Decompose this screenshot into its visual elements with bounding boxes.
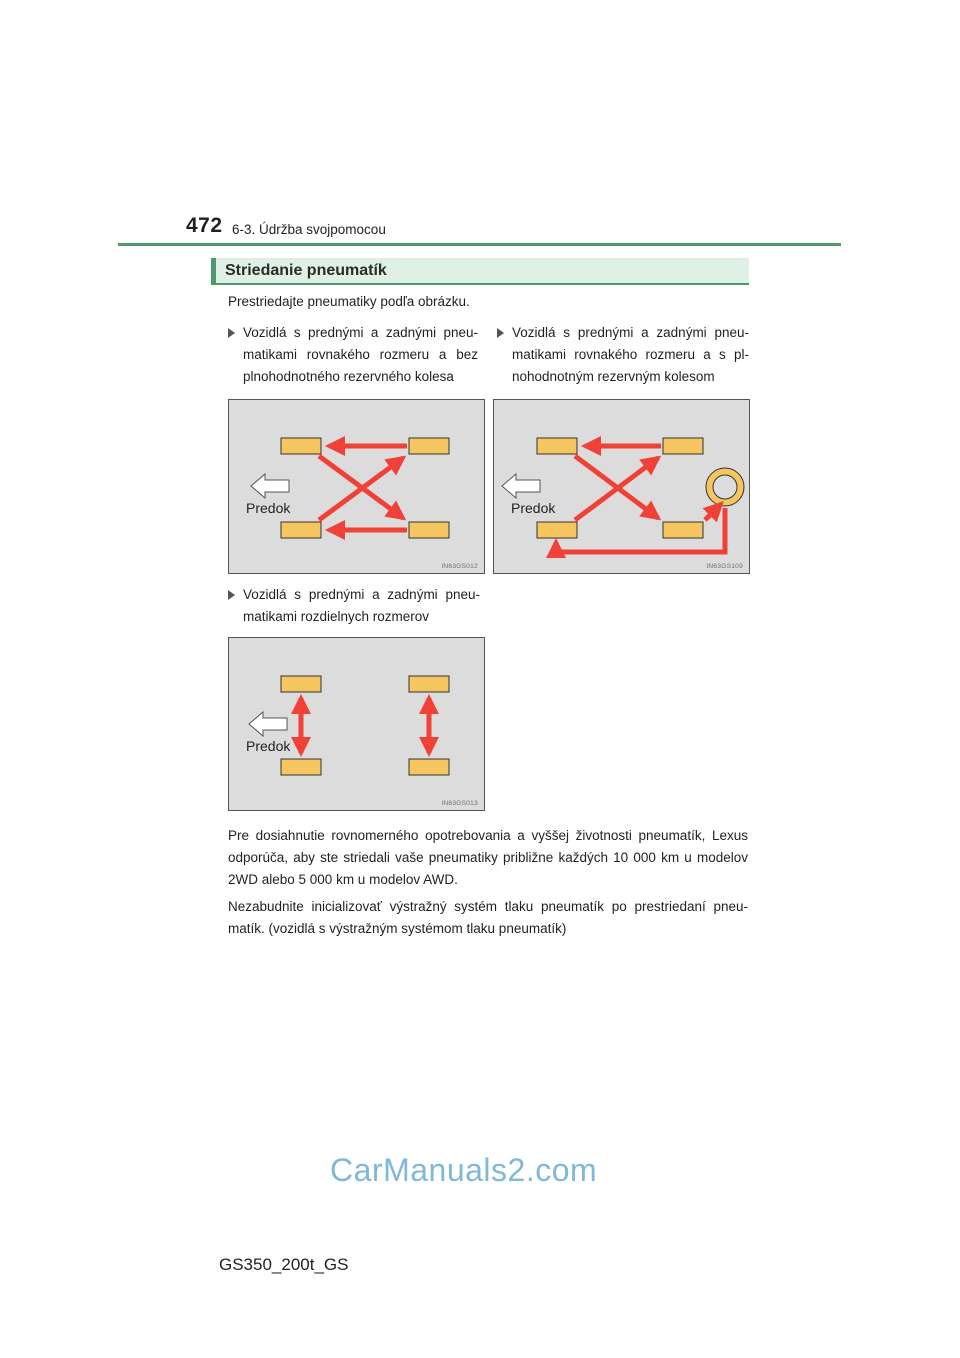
bullet-text: Vozidlá s prednými a zadnými pneu-matikami rozdielnych rozmerov <box>243 587 480 624</box>
front-direction-arrow-icon <box>249 712 287 736</box>
tire-front-left <box>537 438 577 454</box>
tire-front-right <box>281 759 321 775</box>
bullet-same-size-no-spare <box>228 322 478 388</box>
rotation-interval-paragraph: Pre dosiahnutie rovnomerného opotrebovania a vyššej životnosti pneumatík, Lexus odporúča, aby ste striedali vaše pneumatiky približne každých 10 000 km u modelov 2WD alebo 5 000 km u modelov AWD. <box>228 828 748 887</box>
front-label: Predok <box>246 500 291 516</box>
front-direction-arrow-icon <box>502 474 540 498</box>
tire-rear-right <box>663 522 703 538</box>
chapter-title: 6-3. Údržba svojpomocou <box>232 222 386 237</box>
rotation-diagram-different-size <box>228 637 485 811</box>
bullet-text: Vozidlá s prednými a zadnými pneu-matikami rovnakého rozmeru a bez plnohodnotného rezervného kolesa <box>243 325 478 384</box>
bullet-triangle-icon <box>228 328 235 338</box>
front-label: Predok <box>246 738 291 754</box>
page-number: 472 <box>186 214 223 237</box>
bullet-different-size <box>228 584 480 628</box>
rotation-arrow <box>705 504 721 520</box>
header-divider <box>118 243 841 246</box>
rotation-diagram-no-spare <box>228 399 485 574</box>
tire-front-right <box>537 522 577 538</box>
tire-rear-left <box>663 438 703 454</box>
tire-rear-right <box>409 522 449 538</box>
tpms-reset-paragraph: Nezabudnite inicializovať výstražný systém tlaku pneumatík po prestriedaní pneu-matík. (vozidlá s výstražným systémom tlaku pneumatík) <box>228 899 748 936</box>
tire-front-right <box>281 522 321 538</box>
figure-code: IN63GS013 <box>441 800 478 807</box>
front-label: Predok <box>511 500 556 516</box>
bullet-same-size-full-spare <box>497 322 749 388</box>
bullet-triangle-icon <box>497 328 504 338</box>
figure-code: IN63GS109 <box>706 563 743 570</box>
bullet-text: Vozidlá s prednými a zadnými pneu-matikami rovnakého rozmeru a s pl-nohodnotným rezervným kolesom <box>512 325 749 384</box>
intro-text: Prestriedajte pneumatiky podľa obrázku. <box>228 294 470 309</box>
bullet-triangle-icon <box>228 590 235 600</box>
section-title: Striedanie pneumatík <box>225 262 387 279</box>
tire-rear-left <box>409 676 449 692</box>
section-heading <box>211 258 749 285</box>
model-code: GS350_200t_GS <box>219 1255 349 1274</box>
tire-front-left <box>281 438 321 454</box>
tire-rear-right <box>409 759 449 775</box>
figure-code: IN63GS012 <box>441 563 478 570</box>
tire-front-left <box>281 676 321 692</box>
front-direction-arrow-icon <box>251 474 289 498</box>
rotation-diagram-with-spare <box>493 399 750 574</box>
tire-rear-left <box>409 438 449 454</box>
section-accent <box>211 258 216 283</box>
watermark: CarManuals2.com <box>330 1152 598 1188</box>
